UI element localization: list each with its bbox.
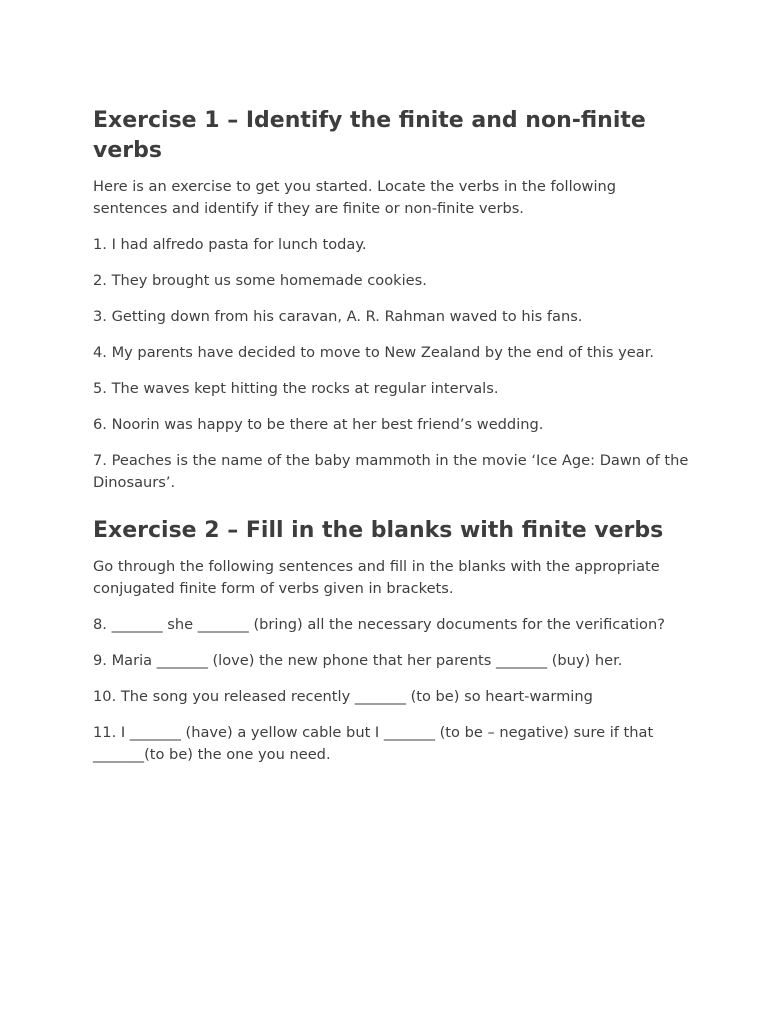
exercise-1-item: 1. I had alfredo pasta for lunch today.: [93, 236, 367, 253]
exercise-2-section: [93, 516, 693, 766]
exercise-1-section: [93, 106, 693, 494]
exercise-1-intro: Here is an exercise to get you started. Locate the verbs in the following sentences and identify if they are finite or non-finite verbs.: [93, 178, 617, 217]
exercise-2-item: 8. _______ she _______ (bring) all the necessary documents for the verification?: [93, 616, 665, 633]
exercise-2-item: 9. Maria _______ (love) the new phone that her parents _______ (buy) her.: [93, 652, 623, 669]
exercise-2-intro: Go through the following sentences and fill in the blanks with the appropriate conjugated finite form of verbs given in brackets.: [93, 558, 660, 597]
exercise-2-item: 10. The song you released recently _______ (to be) so heart-warming: [93, 688, 593, 705]
exercise-1-item: 6. Noorin was happy to be there at her best friend’s wedding.: [93, 416, 544, 433]
exercise-1-item: 5. The waves kept hitting the rocks at regular intervals.: [93, 380, 499, 397]
document-page: [93, 106, 693, 780]
exercise-1-heading: Exercise 1 – Identify the finite and non-finite verbs: [93, 108, 646, 163]
exercise-1-item: 2. They brought us some homemade cookies.: [93, 272, 427, 289]
exercise-1-item: 4. My parents have decided to move to New Zealand by the end of this year.: [93, 344, 655, 361]
exercise-2-item: 11. I _______ (have) a yellow cable but I _______ (to be – negative) sure if that _______(to be) the one you need.: [93, 724, 654, 763]
exercise-1-item: 7. Peaches is the name of the baby mammoth in the movie ‘Ice Age: Dawn of the Dinosaurs’.: [93, 452, 689, 491]
exercise-2-heading: Exercise 2 – Fill in the blanks with finite verbs: [93, 518, 664, 543]
exercise-1-item: 3. Getting down from his caravan, A. R. Rahman waved to his fans.: [93, 308, 583, 325]
